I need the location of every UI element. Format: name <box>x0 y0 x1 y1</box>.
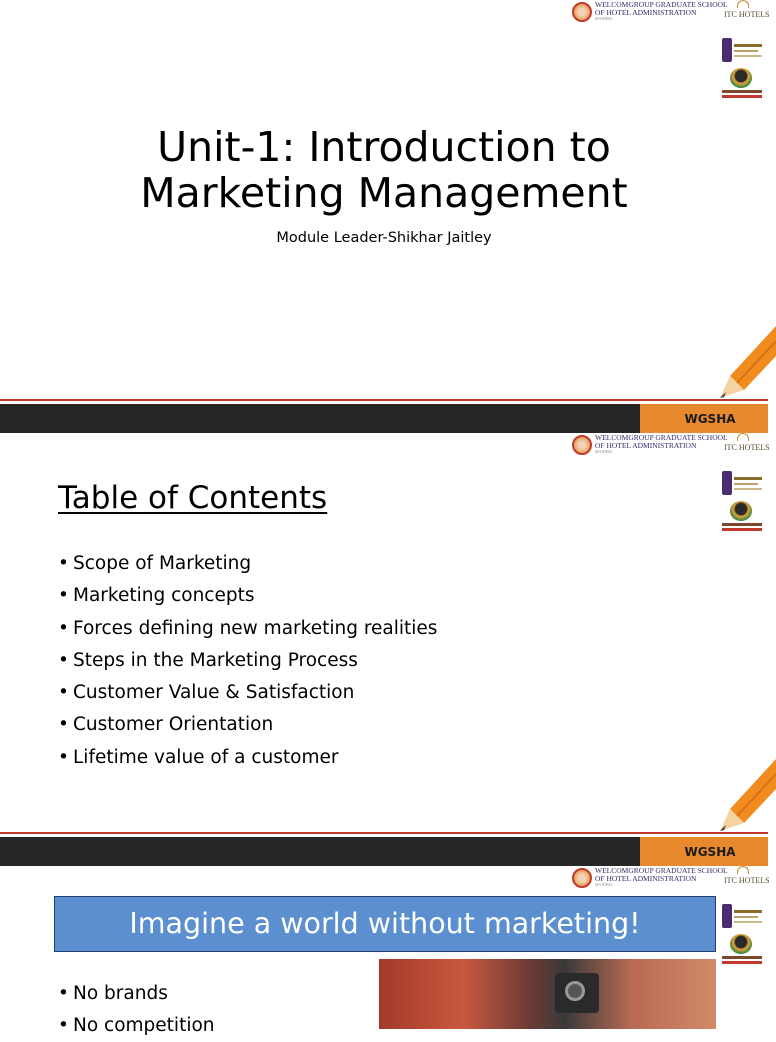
header-logos <box>572 866 768 896</box>
footer-red-line <box>0 399 768 401</box>
slide-table-of-contents <box>0 433 768 866</box>
hotel-brand: ITC HOTELS <box>724 443 770 452</box>
camera-photo <box>379 959 716 1029</box>
school-line-2: OF HOTEL ADMINISTRATION <box>595 440 697 450</box>
hotel-brand: ITC HOTELS <box>724 10 770 19</box>
list-item-text: Scope of Marketing <box>73 553 252 574</box>
toc-list <box>58 548 437 774</box>
pencil-icon <box>716 759 776 833</box>
school-line-1: WELCOMGROUP GRADUATE SCHOOL <box>595 433 728 442</box>
school-line-3: MANIPAL <box>595 449 613 454</box>
university-badge-icon <box>722 904 764 930</box>
bullet-icon: • <box>58 983 69 1004</box>
itc-logo-icon <box>737 0 749 8</box>
itc-logo-icon <box>737 866 749 874</box>
bullet-icon: • <box>58 617 69 639</box>
footer-label: WGSHA <box>640 837 768 866</box>
list-item <box>58 613 437 645</box>
slide-title-text <box>0 124 768 216</box>
header-logos <box>572 0 768 30</box>
federation-badge-icon <box>720 934 764 968</box>
list-item-text: Customer Value & Satisfaction <box>73 682 355 704</box>
list-item <box>58 709 437 741</box>
slide-banner: Imagine a world without marketing! <box>54 896 716 952</box>
list-item <box>58 580 437 612</box>
list-item <box>58 1010 215 1042</box>
header-logos <box>572 433 768 463</box>
federation-badge-icon <box>720 501 764 535</box>
list-item <box>58 645 437 677</box>
bullet-icon: • <box>58 714 69 736</box>
slide-title <box>0 0 768 433</box>
camera-lens-icon <box>565 981 585 1001</box>
module-leader: Module Leader-Shikhar Jaitley <box>276 230 492 246</box>
school-line-1: WELCOMGROUP GRADUATE SCHOOL <box>595 0 728 9</box>
federation-badge-icon <box>720 68 764 102</box>
school-name <box>595 434 728 454</box>
university-badge-icon <box>722 38 764 64</box>
title-line-1: Unit-1: Introduction to <box>157 123 611 171</box>
pencil-icon <box>716 326 776 400</box>
school-line-3: MANIPAL <box>595 16 613 21</box>
footer-red-line <box>0 832 768 834</box>
list-item <box>58 677 437 709</box>
school-line-2: OF HOTEL ADMINISTRATION <box>595 873 697 883</box>
school-name <box>595 867 728 887</box>
bullet-icon: • <box>58 1015 69 1036</box>
hotel-brand: ITC HOTELS <box>724 876 770 885</box>
itc-logo-icon <box>737 433 749 441</box>
bullet-icon: • <box>58 746 69 768</box>
list-item <box>58 742 437 774</box>
bullet-icon: • <box>58 649 69 671</box>
bullet-icon: • <box>58 585 69 607</box>
footer-dark-bar <box>0 837 640 866</box>
bullet-list <box>58 978 215 1042</box>
school-line-2: OF HOTEL ADMINISTRATION <box>595 7 697 17</box>
title-line-2: Marketing Management <box>140 169 628 217</box>
list-item-text: Lifetime value of a customer <box>73 746 339 768</box>
toc-heading: Table of Contents <box>58 480 328 516</box>
list-item-text: Forces defining new marketing realities <box>73 617 438 639</box>
college-seal-icon <box>572 868 592 888</box>
list-item-text: No brands <box>73 983 168 1004</box>
school-line-3: MANIPAL <box>595 882 613 887</box>
bullet-icon: • <box>58 682 69 704</box>
bullet-icon: • <box>58 553 69 574</box>
list-item <box>58 548 437 580</box>
list-item <box>58 978 215 1010</box>
list-item-text: Marketing concepts <box>73 585 255 607</box>
footer-label: WGSHA <box>640 404 768 433</box>
college-seal-icon <box>572 2 592 22</box>
school-line-1: WELCOMGROUP GRADUATE SCHOOL <box>595 866 728 875</box>
list-item-text: Steps in the Marketing Process <box>73 649 358 671</box>
footer-dark-bar <box>0 404 640 433</box>
list-item-text: No competition <box>73 1015 215 1036</box>
college-seal-icon <box>572 435 592 455</box>
slide-world-without-marketing <box>0 866 770 1036</box>
list-item-text: Customer Orientation <box>73 714 274 736</box>
university-badge-icon <box>722 471 764 497</box>
school-name <box>595 1 728 21</box>
